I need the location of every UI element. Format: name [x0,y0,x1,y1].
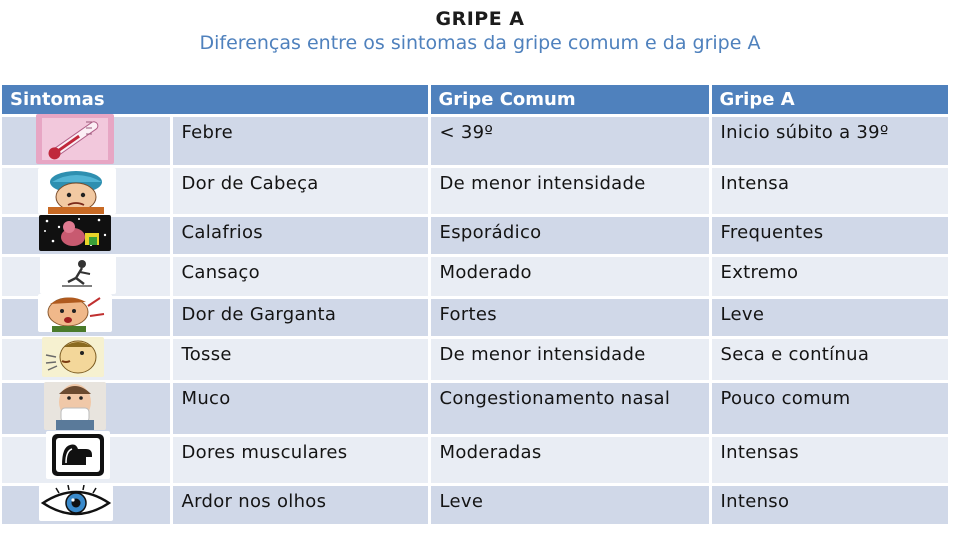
sore-throat-icon [38,294,112,332]
header-common-flu: Gripe Comum [429,85,710,116]
symptom-name: Ardor nos olhos [171,485,429,526]
common-flu-value: De menor intensidade [429,167,710,216]
header-symptoms: Sintomas [2,85,429,116]
flu-a-value: Intenso [710,485,949,526]
icon-cell [2,338,171,382]
common-flu-value: Moderado [429,256,710,298]
symptom-name: Calafrios [171,216,429,256]
flu-a-value: Inicio súbito a 39º [710,116,949,167]
nose-blowing-icon [44,382,106,430]
symptoms-table [2,85,951,527]
symptom-name: Dor de Garganta [171,298,429,338]
table-row [2,167,949,216]
muscle-arm-icon [46,431,110,479]
icon-cell [2,436,171,485]
icon-cell [2,298,171,338]
symptom-name: Febre [171,116,429,167]
icon-cell [2,116,171,167]
common-flu-value: De menor intensidade [429,338,710,382]
symptom-name: Tosse [171,338,429,382]
table-row [2,485,949,526]
flu-a-value: Frequentes [710,216,949,256]
page-subtitle: Diferenças entre os sintomas da gripe comum e da gripe A [199,32,761,54]
icon-cell [2,256,171,298]
common-flu-value: Moderadas [429,436,710,485]
table-header-row [2,85,949,116]
symptom-name: Dores musculares [171,436,429,485]
symptom-name: Dor de Cabeça [171,167,429,216]
page-title: GRIPE A [435,8,525,30]
headache-icon [38,168,116,214]
flu-a-value: Leve [710,298,949,338]
cough-icon [42,337,104,377]
flu-a-value: Intensas [710,436,949,485]
table-row [2,436,949,485]
flu-a-value: Extremo [710,256,949,298]
eye-icon [39,485,113,521]
common-flu-value: Esporádico [429,216,710,256]
common-flu-value: Fortes [429,298,710,338]
icon-cell [2,167,171,216]
common-flu-value: < 39º [429,116,710,167]
flu-a-value: Intensa [710,167,949,216]
common-flu-value: Congestionamento nasal [429,382,710,436]
table-row [2,298,949,338]
tired-figure-icon [40,254,116,294]
table-row [2,116,949,167]
icon-cell [2,216,171,256]
flu-a-value: Seca e contínua [710,338,949,382]
header-flu-a: Gripe A [710,85,949,116]
symptom-name: Cansaço [171,256,429,298]
table-row [2,216,949,256]
icon-cell [2,382,171,436]
icon-cell [2,485,171,526]
flu-a-value: Pouco comum [710,382,949,436]
symptom-name: Muco [171,382,429,436]
common-flu-value: Leve [429,485,710,526]
table-row [2,338,949,382]
table-row [2,256,949,298]
chills-icon [39,215,111,251]
thermometer-icon [36,114,114,164]
table-row [2,382,949,436]
